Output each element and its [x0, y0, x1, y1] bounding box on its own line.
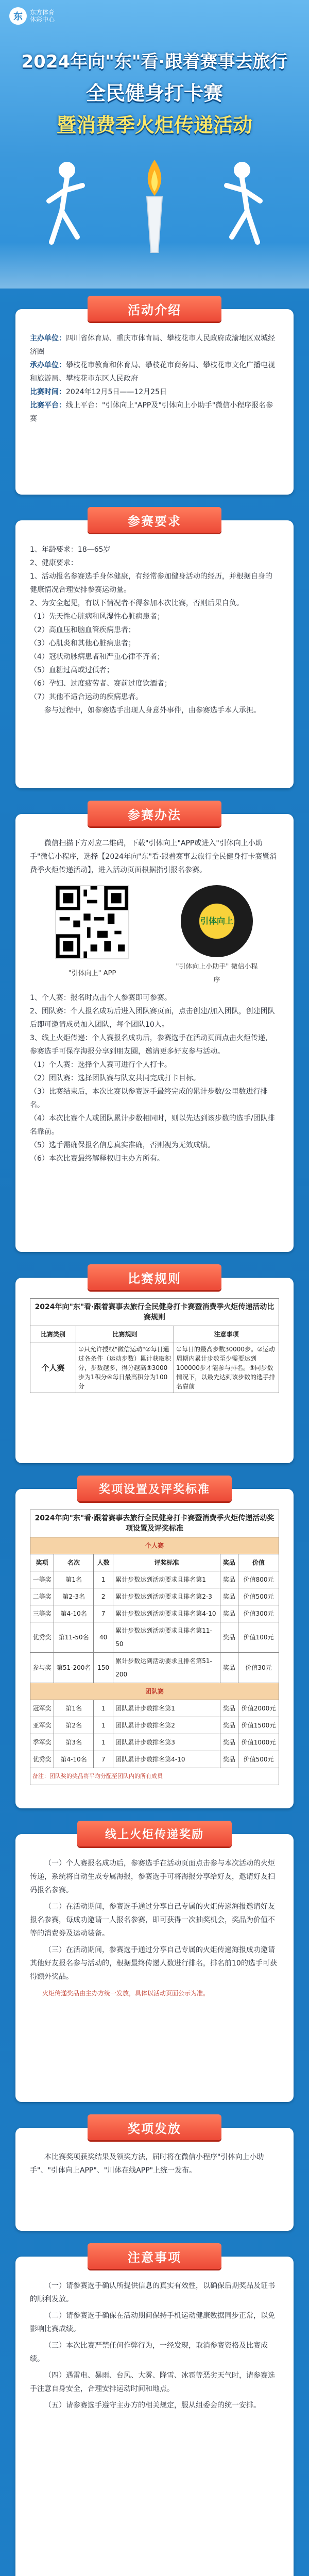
awards-cell-count: 1	[94, 1700, 113, 1717]
awards-cell-count: 1	[94, 1717, 113, 1734]
requirement-item: （2）高血压和脑血管疾病患者；	[30, 626, 135, 634]
awards-cell-std: 团队累计步数排名第4-10	[113, 1751, 220, 1768]
notes-item: （二）请参赛选手确保在活动期间保持手机运动健康数据同步正常，以免影响比赛成绩。	[30, 2312, 275, 2333]
awards-cell-award: 参与奖	[30, 1653, 54, 1683]
awards-cell-value: 价值500元	[238, 1588, 279, 1605]
app-qr-caption: "引体向上" APP	[68, 970, 116, 977]
awards-cell-prize: 奖品	[220, 1571, 238, 1588]
brand-logo: 东	[9, 7, 27, 25]
awards-card	[15, 1483, 294, 1808]
method-item: （6）本次比赛最终解释权归主办方所有。	[30, 1155, 164, 1163]
awards-cell-prize: 奖品	[220, 1588, 238, 1605]
requirements-heading: 参赛要求	[128, 514, 181, 529]
notes-heading: 注意事项	[128, 2250, 181, 2265]
awards-header: 评奖标准	[113, 1554, 220, 1571]
intro-card	[15, 302, 294, 495]
awards-cell-rank: 第1名	[54, 1700, 94, 1717]
awards-section-team: 团队赛	[30, 1683, 279, 1700]
awards-cell-count: 7	[94, 1605, 113, 1622]
torch-note: 火炬传递奖品由主办方统一发放，具体以活动页面公示为准。	[42, 1990, 210, 1997]
method-item: 2、团队赛：个人报名成功后进入团队赛页面，点击创建/加入团队，创建团队后即可邀请成员加入团队，每个团队10人。	[30, 1007, 275, 1029]
method-item: 1、个人赛：报名时点击个人参赛即可参赛。	[30, 994, 171, 1002]
brand-line2: 体彩中心	[30, 16, 55, 23]
awards-cell-std: 团队累计步数排名第2	[113, 1717, 220, 1734]
table-row	[30, 1343, 279, 1393]
intro-row: 比赛时间：2024年12月5日——12月25日	[30, 388, 167, 396]
intro-row: 比赛平台：线上平台："引体向上"APP及"引体向上小助手"微信小程序报名参赛	[30, 401, 273, 423]
requirement-item: （1）先天性心脏病和风湿性心脏病患者；	[30, 613, 164, 621]
requirement-item: （6）孕妇、过度疲劳者、赛前过度饮酒者；	[30, 680, 171, 688]
claim-card	[15, 2121, 294, 2231]
table-row	[30, 1700, 279, 1717]
awards-cell-award: 优秀奖	[30, 1622, 54, 1653]
awards-cell-count: 40	[94, 1622, 113, 1653]
brand-line1: 东方体育	[30, 9, 55, 16]
awards-cell-rank: 第4-10名	[54, 1605, 94, 1622]
rules-header-rule: 比赛规则	[76, 1326, 174, 1343]
intro-ribbon	[88, 296, 221, 321]
awards-cell-prize: 奖品	[220, 1700, 238, 1717]
notes-item: （四）遇雷电、暴雨、台风、大雾、降雪、冰雹等恶劣天气时，请参赛选手注意自身安全，合理安排运动时间和地点。	[30, 2371, 275, 2393]
awards-table-title: 2024年向"东"看·跟着赛事去旅行全民健身打卡赛暨消费季火炬传递活动奖项设置及评奖标准	[30, 1510, 279, 1537]
requirements-card	[15, 514, 294, 788]
rules-category: 个人赛	[30, 1343, 76, 1393]
table-row	[30, 1717, 279, 1734]
requirement-item: （3）心肌炎和其他心脏病患者；	[30, 639, 135, 648]
title-line3: 暨消费季火炬传递活动	[56, 114, 252, 137]
awards-cell-award: 三等奖	[30, 1605, 54, 1622]
claim-text: 本比赛奖项获奖结果及领奖方法，届时将在微信小程序"引体向上小助手"、"引体向上APP"、"川体在线APP"上统一发布。	[30, 2153, 264, 2175]
requirement-item: （4）冠状动脉病患者和严重心律不齐者；	[30, 653, 164, 661]
requirement-item: 1、活动报名参赛选手身体健康，有经常参加健身活动的经历，并根据自身的健康情况合理安排参赛运动量。	[30, 572, 272, 594]
awards-cell-std: 累计步数达到活动要求且排名第1	[113, 1571, 220, 1588]
awards-cell-award: 一等奖	[30, 1571, 54, 1588]
notes-card	[15, 2250, 294, 2576]
method-item: （4）本次比赛个人或团队累计步数相同时，则以先达到该步数的选手/团队排名靠前。	[30, 1114, 275, 1136]
awards-cell-count: 7	[94, 1751, 113, 1768]
awards-header: 奖项	[30, 1554, 54, 1571]
awards-cell-prize: 奖品	[220, 1653, 238, 1683]
table-row	[30, 1751, 279, 1768]
awards-cell-prize: 奖品	[220, 1717, 238, 1734]
torch-heading: 线上火炬传递奖励	[105, 1828, 204, 1841]
awards-cell-std: 团队累计步数排名第3	[113, 1734, 220, 1751]
rules-heading: 比赛规则	[128, 1271, 181, 1286]
awards-cell-std: 累计步数达到活动要求且排名第4-10	[113, 1605, 220, 1622]
torch-item: （二）在活动期间，参赛选手通过分享自己专属的火炬传递海报邀请好友报名参赛，每成功邀请一人报名参赛，即可获得一次抽奖机会，奖品为价值不等的消费券及运动装备。	[30, 1903, 275, 1938]
requirement-item: （5）血糖过高或过低者；	[30, 666, 114, 674]
awards-cell-value: 价值100元	[238, 1622, 279, 1653]
intro-row: 主办单位：四川省体育局、重庆市体育局、攀枝花市人民政府成渝地区双城经济圈	[30, 334, 275, 356]
rules-header-note: 注意事项	[174, 1326, 279, 1343]
rules-table	[30, 1298, 279, 1393]
awards-note: 备注：团队奖的奖品将平均分配至团队内的所有成员	[30, 1768, 279, 1785]
awards-cell-rank: 第3名	[54, 1734, 94, 1751]
notes-item: （五）请参赛选手遵守主办方的相关规定，服从组委会的统一安排。	[44, 2401, 261, 2410]
awards-cell-prize: 奖品	[220, 1605, 238, 1622]
requirement-disclaimer: 参与过程中，如参赛选手出现人身意外事件，由参赛选手本人承担。	[44, 706, 261, 715]
torch-item: （一）个人赛报名成功后，参赛选手在活动页面点击参与本次活动的火炬传递，系统将自动生成专属海报，参赛选手可将海报分享给好友，邀请好友扫码报名参赛。	[30, 1859, 275, 1894]
awards-cell-std: 团队累计步数排名第1	[113, 1700, 220, 1717]
table-row	[30, 1622, 279, 1653]
method-item: 3、线上火炬传递：个人赛报名成功后，参赛选手在活动页面点击火炬传递，参赛选手可保存海报分享到朋友圈，邀请更多好友参与活动。	[30, 1034, 272, 1056]
awards-cell-rank: 第11-50名	[54, 1622, 94, 1653]
header-banner	[0, 0, 309, 289]
awards-cell-rank: 第51-200名	[54, 1653, 94, 1683]
awards-cell-award: 亚军奖	[30, 1717, 54, 1734]
awards-header: 价值	[238, 1554, 279, 1571]
awards-cell-rank: 第2-3名	[54, 1588, 94, 1605]
awards-cell-value: 价值800元	[238, 1571, 279, 1588]
awards-cell-std: 累计步数达到活动要求且排名第2-3	[113, 1588, 220, 1605]
awards-cell-rank: 第2名	[54, 1717, 94, 1734]
awards-cell-std: 累计步数达到活动要求且排名第51-200	[113, 1653, 220, 1683]
awards-cell-value: 价值500元	[238, 1751, 279, 1768]
notes-item: （三）本次比赛严禁任何作弊行为，一经发现，取消参赛资格及比赛成绩。	[30, 2342, 268, 2363]
awards-cell-value: 价值30元	[238, 1653, 279, 1683]
miniprogram-label: 引体向上	[200, 916, 233, 926]
awards-cell-value: 价值300元	[238, 1605, 279, 1622]
rules-card	[15, 1271, 294, 1463]
torch-item: （三）在活动期间，参赛选手通过分享自己专属的火炬传递海报成功邀请其他好友报名参与活动的，根据最终传递人数进行排名，排名前10的选手可获得额外奖品。	[30, 1946, 277, 1981]
rules-rule: ①只允许授权"微信运动"②每日通过各条件（运动步数）累计获取积分，步数越多，得分越高③3000步为1积分④每日最高积分为100分	[76, 1343, 174, 1393]
awards-table	[30, 1510, 279, 1785]
city-skyline	[0, 242, 309, 289]
awards-cell-std: 累计步数达到活动要求且排名第11-50	[113, 1622, 220, 1653]
miniprogram-caption: "引体向上小助手" 微信小程序	[176, 963, 258, 984]
rules-note: ①每日的最高步数30000步。②运动周期内累计步数至少需要达到100000步才能参与排名。③同步数情况下，以最先达到该步数的选手排名靠前	[174, 1343, 279, 1393]
awards-cell-count: 1	[94, 1734, 113, 1751]
rules-table-title: 2024年向"东"看·跟着赛事去旅行全民健身打卡赛暨消费季火炬传递活动比赛规则	[30, 1299, 279, 1326]
requirement-item: 2、健康要求：	[30, 559, 78, 567]
awards-section-individual: 个人赛	[30, 1537, 279, 1554]
table-row	[30, 1588, 279, 1605]
requirement-item: 1、年龄要求：18—65岁	[30, 546, 111, 554]
awards-cell-award: 季军奖	[30, 1734, 54, 1751]
claim-heading: 奖项发放	[128, 2121, 181, 2136]
method-item: （2）团队赛：选择团队赛与队友共同完成打卡目标。	[30, 1074, 200, 1082]
awards-cell-rank: 第1名	[54, 1571, 94, 1588]
awards-cell-rank: 第4-10名	[54, 1751, 94, 1768]
intro-heading: 活动介绍	[128, 302, 181, 317]
notes-item: （一）请参赛选手确认所提供信息的真实有效性，以确保后期奖品及证书的顺利发放。	[30, 2282, 275, 2303]
table-row	[30, 1734, 279, 1751]
torch-card	[15, 1828, 294, 2102]
awards-header: 名次	[54, 1554, 94, 1571]
requirement-item: （7）其他不适合运动的疾病患者。	[30, 693, 143, 701]
awards-heading: 奖项设置及评奖标准	[98, 1483, 210, 1496]
awards-cell-count: 1	[94, 1571, 113, 1588]
title-line1: 2024年向"东"看·跟着赛事去旅行	[21, 52, 288, 72]
table-row	[30, 1653, 279, 1683]
method-heading: 参赛办法	[128, 807, 181, 822]
method-item: （5）选手需确保报名信息真实准确，否则视为无效成绩。	[30, 1141, 215, 1149]
awards-cell-value: 价值1000元	[238, 1734, 279, 1751]
table-row	[30, 1571, 279, 1588]
awards-cell-prize: 奖品	[220, 1734, 238, 1751]
method-item: （1）个人赛：选择个人赛可进行个人打卡。	[30, 1061, 171, 1069]
requirement-item: 2、为安全起见，有以下情况者不得参加本次比赛，否则后果自负。	[30, 599, 244, 607]
method-item: （3）比赛结束后，本次比赛以参赛选手最终完成的累计步数/公里数进行排名。	[30, 1088, 268, 1109]
awards-cell-value: 价值2000元	[238, 1700, 279, 1717]
awards-cell-prize: 奖品	[220, 1751, 238, 1768]
table-row	[30, 1605, 279, 1622]
awards-cell-award: 二等奖	[30, 1588, 54, 1605]
awards-header: 人数	[94, 1554, 113, 1571]
app-qr-code[interactable]	[55, 885, 129, 959]
awards-cell-award: 冠军奖	[30, 1700, 54, 1717]
method-card	[15, 807, 294, 1252]
awards-cell-award: 优秀奖	[30, 1751, 54, 1768]
awards-cell-prize: 奖品	[220, 1622, 238, 1653]
awards-cell-count: 150	[94, 1653, 113, 1683]
title-line2: 全民健身打卡赛	[85, 82, 223, 105]
method-intro: 微信扫描下方对应二维码，下载"引体向上"APP或进入"引体向上小助手"微信小程序，选择【2024年向"东"看·跟着赛事去旅行全民健身打卡赛暨消费季火炬传递活动】，进入活动页面根据指引报名参赛。	[30, 839, 277, 874]
awards-cell-value: 价值1500元	[238, 1717, 279, 1734]
brand	[9, 7, 55, 25]
rules-header-category: 比赛类别	[30, 1326, 76, 1343]
miniprogram-code[interactable]	[181, 885, 253, 957]
intro-row: 承办单位：攀枝花市教育和体育局、攀枝花市商务局、攀枝花市文化广播电视和旅游局、攀枝花市东区人民政府	[30, 361, 275, 383]
awards-cell-count: 2	[94, 1588, 113, 1605]
awards-header: 奖品	[220, 1554, 238, 1571]
